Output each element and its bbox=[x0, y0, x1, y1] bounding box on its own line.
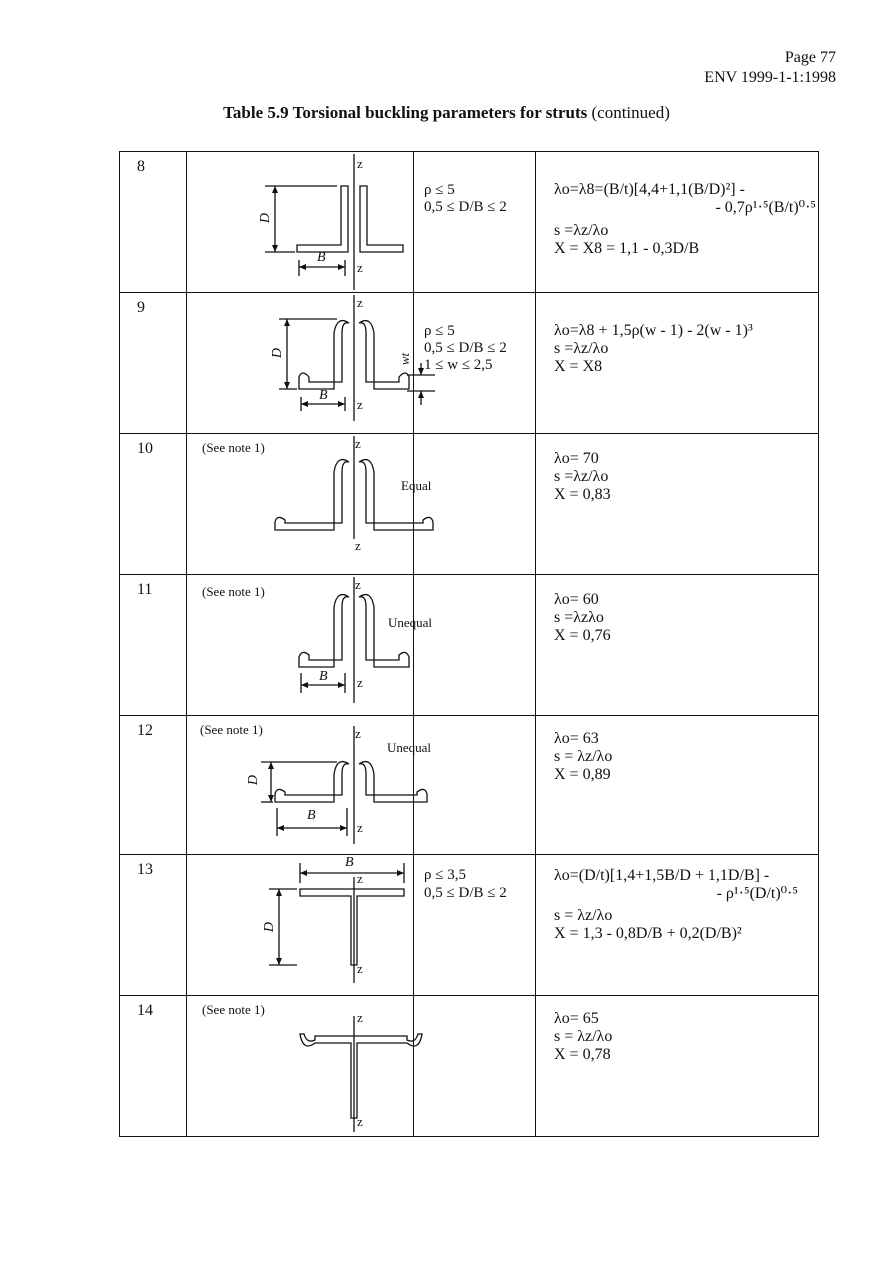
tee-section-figure bbox=[187, 855, 413, 995]
see-note-label: (See note 1) bbox=[200, 722, 263, 737]
formula-line: λo= 65 bbox=[554, 1010, 599, 1027]
standard-reference: ENV 1999-1-1:1998 bbox=[704, 69, 836, 86]
see-note-label: (See note 1) bbox=[202, 440, 265, 455]
conditions-cell bbox=[414, 716, 536, 855]
row-number: 9 bbox=[120, 293, 187, 434]
formula-line: X = 0,89 bbox=[554, 766, 611, 783]
formula-line: λo=λ8 + 1,5ρ(w - 1) - 2(w - 1)³ bbox=[554, 322, 753, 339]
formula-cell bbox=[536, 855, 819, 996]
formula-line: s = λz/λo bbox=[554, 1028, 613, 1045]
equal-label: Equal bbox=[401, 478, 432, 493]
table-row bbox=[120, 996, 819, 1137]
dimension-label-b: B bbox=[319, 388, 328, 403]
dimension-label-wt: wt bbox=[397, 352, 413, 366]
formula-line: X = 0,83 bbox=[554, 486, 611, 503]
conditions-cell bbox=[414, 152, 536, 293]
see-note-label: (See note 1) bbox=[202, 584, 265, 599]
condition-line: 1 ≤ w ≤ 2,5 bbox=[424, 357, 493, 373]
row-number: 13 bbox=[120, 855, 187, 996]
dimension-label-b: B bbox=[307, 808, 316, 823]
formula-line: s = λz/λo bbox=[554, 907, 613, 924]
formula-cell bbox=[536, 575, 819, 716]
conditions-cell bbox=[414, 996, 536, 1137]
dimension-label-d: D bbox=[258, 212, 274, 224]
axis-label-z-top: z bbox=[357, 1010, 363, 1025]
dimension-label-b: B bbox=[345, 855, 354, 870]
formula-cell bbox=[536, 293, 819, 434]
double-angle-section-figure bbox=[187, 152, 413, 292]
axis-label-z-bottom: z bbox=[357, 820, 363, 835]
conditions-cell bbox=[414, 575, 536, 716]
formula-line: X = X8 bbox=[554, 358, 603, 375]
formula-line: X = 0,76 bbox=[554, 627, 611, 644]
formula-cell bbox=[536, 152, 819, 293]
section-figure bbox=[187, 575, 433, 716]
section-figure bbox=[187, 434, 432, 575]
formula-line: λo= 70 bbox=[554, 450, 599, 467]
formula-line: λo=(D/t)[1,4+1,5B/D + 1,1D/B] - bbox=[554, 867, 770, 884]
section-figure bbox=[187, 293, 414, 434]
dimension-label-d: D bbox=[262, 921, 278, 933]
formula-line: λo= 60 bbox=[554, 591, 599, 608]
section-figure bbox=[187, 996, 414, 1137]
formula-cell bbox=[536, 716, 819, 855]
torsional-buckling-table bbox=[119, 151, 819, 1137]
conditions-cell bbox=[414, 434, 536, 575]
axis-label-z-bottom: z bbox=[357, 260, 363, 275]
conditions-cell bbox=[414, 855, 536, 996]
formula-line: λo= 63 bbox=[554, 730, 599, 747]
axis-label-z-bottom: z bbox=[355, 538, 361, 553]
row-number: 10 bbox=[120, 434, 187, 575]
formula-line: λo=λ8=(B/t)[4,4+1,1(B/D)²] - bbox=[554, 181, 745, 198]
table-title bbox=[0, 103, 893, 123]
formula-line: X = 1,3 - 0,8D/B + 0,2(D/B)² bbox=[554, 925, 742, 942]
see-note-label: (See note 1) bbox=[202, 1002, 265, 1017]
table-row bbox=[120, 293, 819, 434]
axis-label-z-bottom: z bbox=[357, 961, 363, 976]
formula-line: X = X8 = 1,1 - 0,3D/B bbox=[554, 240, 700, 257]
axis-label-z-top: z bbox=[357, 295, 363, 310]
table-title-bold: Table 5.9 Torsional buckling parameters for struts bbox=[223, 103, 588, 122]
dimension-label-d: D bbox=[246, 774, 262, 786]
row-number: 12 bbox=[120, 716, 187, 855]
condition-line: 0,5 ≤ D/B ≤ 2 bbox=[424, 885, 507, 901]
row-number: 8 bbox=[120, 152, 187, 293]
section-figure bbox=[187, 152, 414, 293]
axis-label-z-bottom: z bbox=[357, 397, 363, 412]
axis-label-z-top: z bbox=[357, 871, 363, 886]
axis-label-z-top: z bbox=[355, 726, 361, 741]
row-number: 11 bbox=[120, 575, 187, 716]
dimension-label-b: B bbox=[319, 669, 328, 684]
formula-line: s =λzλo bbox=[554, 609, 604, 626]
conditions-cell bbox=[414, 293, 536, 434]
formula-line: s = λz/λo bbox=[554, 748, 613, 765]
row-number: 14 bbox=[120, 996, 187, 1137]
table-title-continued: (continued) bbox=[591, 103, 670, 122]
table-row bbox=[120, 716, 819, 855]
axis-label-z-bottom: z bbox=[357, 675, 363, 690]
table-row bbox=[120, 434, 819, 575]
condition-line: ρ ≤ 5 bbox=[424, 182, 455, 198]
unequal-label: Unequal bbox=[388, 615, 433, 630]
formula-line: - 0,7ρ¹·⁵(B/t)⁰·⁵ bbox=[715, 199, 816, 216]
lipped-double-angle-section-figure bbox=[187, 293, 413, 433]
condition-line: ρ ≤ 5 bbox=[424, 323, 455, 339]
table-row bbox=[120, 575, 819, 716]
axis-label-z-top: z bbox=[355, 436, 361, 451]
dimension-label-d: D bbox=[270, 347, 286, 359]
condition-line: 0,5 ≤ D/B ≤ 2 bbox=[424, 340, 507, 356]
dimension-label-b: B bbox=[317, 250, 326, 265]
page-header bbox=[704, 48, 836, 88]
table-row bbox=[120, 152, 819, 293]
page-number: Page 77 bbox=[784, 49, 836, 66]
formula-line: s =λz/λo bbox=[554, 222, 609, 239]
table-row bbox=[120, 855, 819, 996]
formula-cell bbox=[536, 434, 819, 575]
section-figure bbox=[187, 855, 414, 996]
condition-line: 0,5 ≤ D/B ≤ 2 bbox=[424, 199, 507, 215]
formula-line: X = 0,78 bbox=[554, 1046, 611, 1063]
formula-line: s =λz/λo bbox=[554, 468, 609, 485]
formula-cell bbox=[536, 996, 819, 1137]
axis-label-z-bottom: z bbox=[357, 1114, 363, 1129]
condition-line: ρ ≤ 3,5 bbox=[424, 867, 466, 883]
unequal-label: Unequal bbox=[387, 740, 432, 755]
axis-label-z-top: z bbox=[357, 156, 363, 171]
axis-label-z-top: z bbox=[355, 577, 361, 592]
formula-line: - ρ¹·⁵(D/t)⁰·⁵ bbox=[716, 885, 798, 902]
formula-line: s =λz/λo bbox=[554, 340, 609, 357]
section-figure bbox=[187, 716, 432, 855]
